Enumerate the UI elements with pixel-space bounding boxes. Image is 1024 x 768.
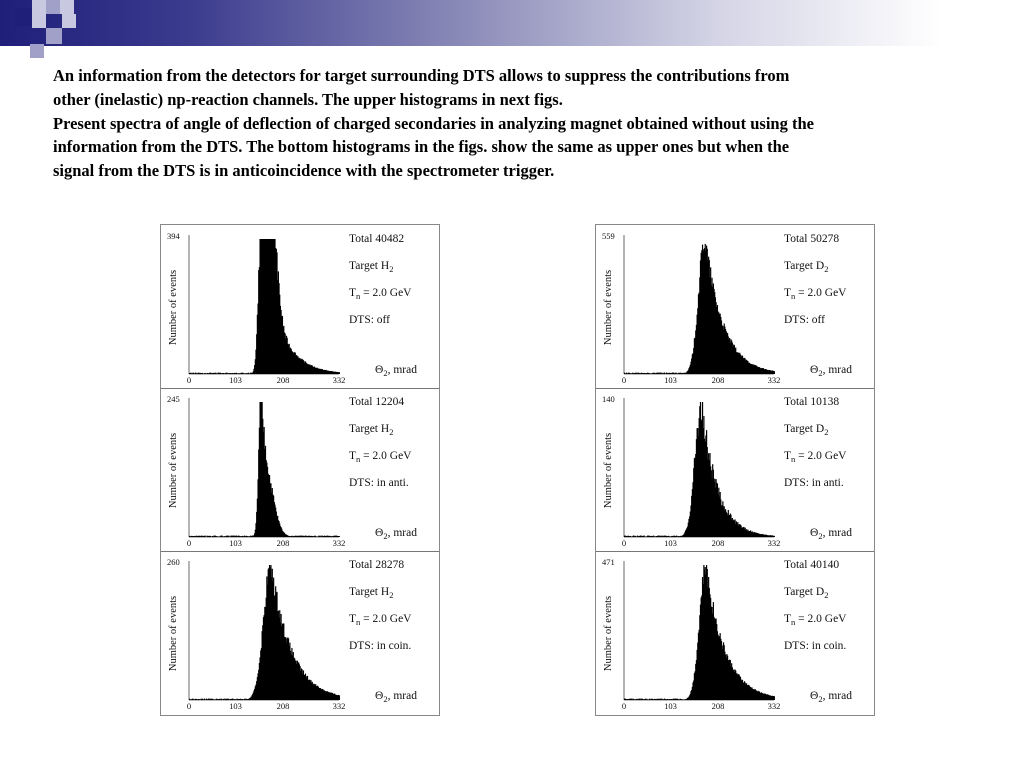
y-axis-label: Number of events xyxy=(168,269,179,346)
x-tick-label: 208 xyxy=(276,375,290,385)
figure-deuterium xyxy=(595,224,875,716)
x-tick-label: 332 xyxy=(767,375,781,385)
histogram-panel-bottom xyxy=(161,551,439,714)
y-max-label: 394 xyxy=(167,231,180,241)
x-tick-label: 208 xyxy=(276,538,290,548)
histogram-chart xyxy=(596,225,874,388)
target-label: Target $H_2$ xyxy=(349,423,394,437)
x-tick-label: 0 xyxy=(621,701,627,711)
panel-divider xyxy=(596,551,874,552)
dts-mode-label: DTS: in coin. xyxy=(349,640,412,652)
x-tick-label: 208 xyxy=(276,701,290,711)
histogram-bar xyxy=(774,696,775,700)
beam-energy-label: $T_n = 2.0$ GeV xyxy=(349,613,412,627)
x-axis-label: $\Theta_2$, mrad xyxy=(375,690,417,704)
decorative-square xyxy=(32,14,46,28)
panel-divider xyxy=(161,388,439,389)
x-axis-label: $\Theta_2$, mrad xyxy=(810,690,852,704)
x-axis-label: $\Theta_2$, mrad xyxy=(375,527,417,541)
y-max-label: 471 xyxy=(602,557,615,567)
y-axis-label: Number of events xyxy=(603,595,614,672)
total-count-label: Total 50278 xyxy=(784,233,840,245)
y-max-label: 245 xyxy=(167,394,180,404)
total-count-label: Total 28278 xyxy=(349,559,405,571)
x-tick-label: 0 xyxy=(186,701,192,711)
histogram-bar xyxy=(339,372,340,374)
x-tick-label: 0 xyxy=(186,375,192,385)
x-tick-label: 103 xyxy=(229,701,242,711)
histogram-chart xyxy=(161,225,439,388)
dts-mode-label: DTS: in coin. xyxy=(784,640,847,652)
x-tick-label: 332 xyxy=(767,701,781,711)
histogram-panel-top xyxy=(596,225,874,388)
x-tick-label: 332 xyxy=(767,538,781,548)
x-axis-label: $\Theta_2$, mrad xyxy=(810,527,852,541)
histogram-chart xyxy=(596,388,874,551)
panel-divider xyxy=(161,551,439,552)
intro-paragraph xyxy=(53,64,1003,183)
x-tick-label: 208 xyxy=(711,538,725,548)
y-max-label: 140 xyxy=(602,394,615,404)
decorative-square xyxy=(46,28,62,44)
x-tick-label: 208 xyxy=(711,375,725,385)
x-tick-label: 103 xyxy=(664,701,677,711)
beam-energy-label: $T_n = 2.0$ GeV xyxy=(349,450,412,464)
histogram-panel-bottom xyxy=(596,551,874,714)
x-tick-label: 0 xyxy=(186,538,192,548)
histogram-bar xyxy=(774,536,775,537)
target-label: Target $D_2$ xyxy=(784,586,829,600)
x-tick-label: 332 xyxy=(332,538,346,548)
histogram-panel-top xyxy=(161,225,439,388)
target-label: Target $D_2$ xyxy=(784,260,829,274)
dts-mode-label: DTS: off xyxy=(784,314,825,326)
y-max-label: 559 xyxy=(602,231,615,241)
y-axis-label: Number of events xyxy=(603,269,614,346)
histogram-bar xyxy=(774,371,775,374)
target-label: Target $D_2$ xyxy=(784,423,829,437)
x-axis-label: $\Theta_2$, mrad xyxy=(810,364,852,378)
x-tick-label: 0 xyxy=(621,538,627,548)
intro-line: signal from the DTS is in anticoincidence with the spectrometer trigger. xyxy=(53,161,555,181)
x-tick-label: 208 xyxy=(711,701,725,711)
beam-energy-label: $T_n = 2.0$ GeV xyxy=(784,613,847,627)
histogram-panel-middle xyxy=(596,388,874,551)
histogram-chart xyxy=(161,551,439,714)
panel-divider xyxy=(596,388,874,389)
y-axis-label: Number of events xyxy=(603,432,614,509)
dts-mode-label: DTS: in anti. xyxy=(784,477,844,489)
x-tick-label: 103 xyxy=(229,375,242,385)
decorative-square xyxy=(46,0,60,14)
x-tick-label: 103 xyxy=(664,375,677,385)
beam-energy-label: $T_n = 2.0$ GeV xyxy=(784,450,847,464)
total-count-label: Total 12204 xyxy=(349,396,405,408)
x-tick-label: 332 xyxy=(332,701,346,711)
total-count-label: Total 40140 xyxy=(784,559,840,571)
histogram-bar xyxy=(339,536,340,537)
total-count-label: Total 40482 xyxy=(349,233,405,245)
target-label: Target $H_2$ xyxy=(349,586,394,600)
decorative-square xyxy=(62,14,76,28)
histogram-bar xyxy=(339,695,340,700)
header-band xyxy=(0,0,1024,46)
beam-energy-label: $T_n = 2.0$ GeV xyxy=(349,287,412,301)
histogram-chart xyxy=(596,551,874,714)
y-axis-label: Number of events xyxy=(168,432,179,509)
histogram-panel-middle xyxy=(161,388,439,551)
intro-line: An information from the detectors for target surrounding DTS allows to suppress the contributions from xyxy=(53,66,790,85)
y-max-label: 260 xyxy=(167,557,180,567)
decorative-square xyxy=(30,44,44,58)
decorative-square xyxy=(60,0,74,14)
x-tick-label: 103 xyxy=(664,538,677,548)
x-axis-label: $\Theta_2$, mrad xyxy=(375,364,417,378)
x-tick-label: 0 xyxy=(621,375,627,385)
total-count-label: Total 10138 xyxy=(784,396,840,408)
beam-energy-label: $T_n = 2.0$ GeV xyxy=(784,287,847,301)
y-axis-label: Number of events xyxy=(168,595,179,672)
histogram-chart xyxy=(161,388,439,551)
intro-line: information from the DTS. The bottom histograms in the figs. show the same as upper ones but when the xyxy=(53,137,790,157)
intro-line: Present spectra of angle of deflection of charged secondaries in analyzing magnet obtained without using the xyxy=(53,113,814,133)
dts-mode-label: DTS: off xyxy=(349,314,390,326)
decorative-square xyxy=(14,8,32,26)
intro-line: other (inelastic) np-reaction channels. The upper histograms in next figs. xyxy=(53,89,563,109)
target-label: Target $H_2$ xyxy=(349,260,394,274)
figure-hydrogen xyxy=(160,224,440,716)
dts-mode-label: DTS: in anti. xyxy=(349,477,409,489)
x-tick-label: 103 xyxy=(229,538,242,548)
decorative-square xyxy=(32,0,46,14)
x-tick-label: 332 xyxy=(332,375,346,385)
